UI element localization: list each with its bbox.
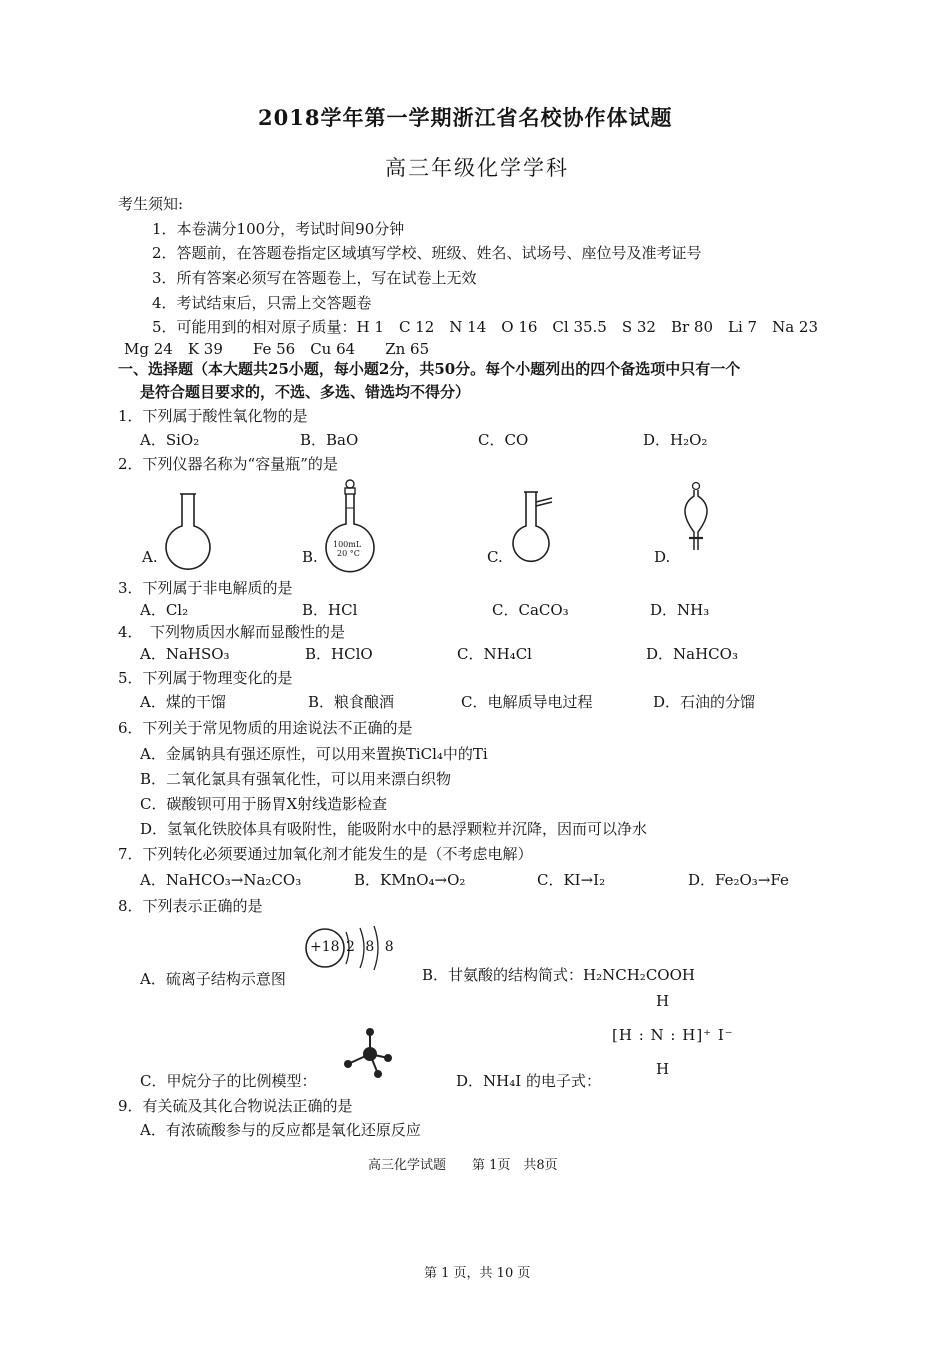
question-stem: 4． 下列物质因水解而显酸性的是 [118,623,346,641]
option-d: D．石油的分馏 [653,693,756,711]
option-b: B. [302,548,318,566]
option-d: D．NH₃ [650,601,710,619]
notice-item: 2．答题前，在答题卷指定区域填写学校、班级、姓名、试场号、座位号及准考证号 [152,244,702,262]
section-heading-cont: 是符合题目要求的，不选、多选、错选均不得分） [140,383,471,401]
option-b: B．二氧化氯具有强氧化性，可以用来漂白织物 [140,770,452,788]
notice-item-continued: Mg 24 K 39 Fe 56 Cu 64 Zn 65 [124,340,430,358]
electron-shells: 2 8 8 [346,939,397,955]
inner-page-footer: 高三化学试题 第 1页 共8页 [368,1158,558,1173]
option-a: A．NaHCO₃→Na₂CO₃ [140,871,302,889]
option-a: A．金属钠具有强还原性，可以用来置换TiCl₄中的Ti [140,745,488,763]
section-heading: 一、选择题（本大题共25小题，每小题2分，共50分。每个小题列出的四个备选项中只有一个 [118,360,741,378]
notice-item: 3．所有答案必须写在答题卷上，写在试卷上无效 [152,269,477,287]
methane-model-figure [340,1026,396,1082]
option-d: D．Fe₂O₃→Fe [688,871,789,889]
distilling-flask-figure [508,488,568,566]
round-bottom-flask-figure [160,490,216,568]
electron-formula-bottom: H [656,1060,670,1078]
notice-item: 4．考试结束后，只需上交答题卷 [152,294,372,312]
option-c: C．NH₄Cl [457,645,532,663]
option-c: C．CO [478,431,529,449]
question-stem: 3．下列属于非电解质的是 [118,579,293,597]
option-a: A．NaHSO₃ [140,645,230,663]
option-b: B．HCl [302,601,358,619]
option-a: A．有浓硫酸参与的反应都是氧化还原反应 [140,1121,421,1139]
electron-formula-middle: [H : N : H]⁺ I⁻ [612,1026,734,1044]
question-stem: 7．下列转化必须要通过加氧化剂才能发生的是（不考虑电解） [118,845,533,863]
flask-label: 20 °C [337,549,360,558]
question-stem: 9．有关硫及其化合物说法正确的是 [118,1097,353,1115]
page-number: 第 1 页，共 10 页 [424,1266,531,1281]
option-d: D．NaHCO₃ [646,645,738,663]
option-c: C．碳酸钡可用于肠胃X射线造影检查 [140,795,388,813]
electron-formula-top: H [656,992,670,1010]
option-c: C．甲烷分子的比例模型： [140,1072,317,1090]
notice-heading: 考生须知: [118,195,184,213]
option-a: A．Cl₂ [140,601,189,619]
option-b: B．甘氨酸的结构简式：H₂NCH₂COOH [422,966,695,984]
option-c: C．CaCO₃ [492,601,569,619]
option-b: B．BaO [300,431,359,449]
separatory-funnel-figure [676,482,716,562]
option-c: C．KI→I₂ [537,871,606,889]
option-b: B．KMnO₄→O₂ [354,871,466,889]
question-stem: 6．下列关于常见物质的用途说法不正确的是 [118,719,413,737]
option-d: D．氢氧化铁胶体具有吸附性，能吸附水中的悬浮颗粒并沉降，因而可以净水 [140,820,648,838]
flask-label: 100mL [333,540,362,549]
question-stem: 1．下列属于酸性氧化物的是 [118,407,308,425]
question-stem: 2．下列仪器名称为“容量瓶”的是 [118,455,338,473]
question-stem: 5．下列属于物理变化的是 [118,669,293,687]
option-d: D．NH₄I 的电子式： [456,1072,601,1090]
question-stem: 8．下列表示正确的是 [118,897,263,915]
option-c: C. [487,548,503,566]
exam-subtitle: 高三年级化学学科 [385,156,569,180]
exam-title: 2018学年第一学期浙江省名校协作体试题 [258,105,673,130]
option-a: A. [142,548,158,566]
notice-item: 1．本卷满分100分，考试时间90分钟 [152,220,405,238]
notice-item: 5．可能用到的相对原子质量：H 1 C 12 N 14 O 16 Cl 35.5 S 32 Br 80 Li 7 Na 23 [152,318,819,336]
option-c: C．电解质导电过程 [461,693,593,711]
option-b: B．粮食酿酒 [308,693,395,711]
option-d: D．H₂O₂ [643,431,708,449]
option-a: A．硫离子结构示意图 [140,970,286,988]
option-a: A．煤的干馏 [140,693,226,711]
option-a: A．SiO₂ [140,431,200,449]
option-b: B．HClO [305,645,373,663]
nucleus-charge: +18 [310,939,340,955]
option-d: D. [654,548,671,566]
